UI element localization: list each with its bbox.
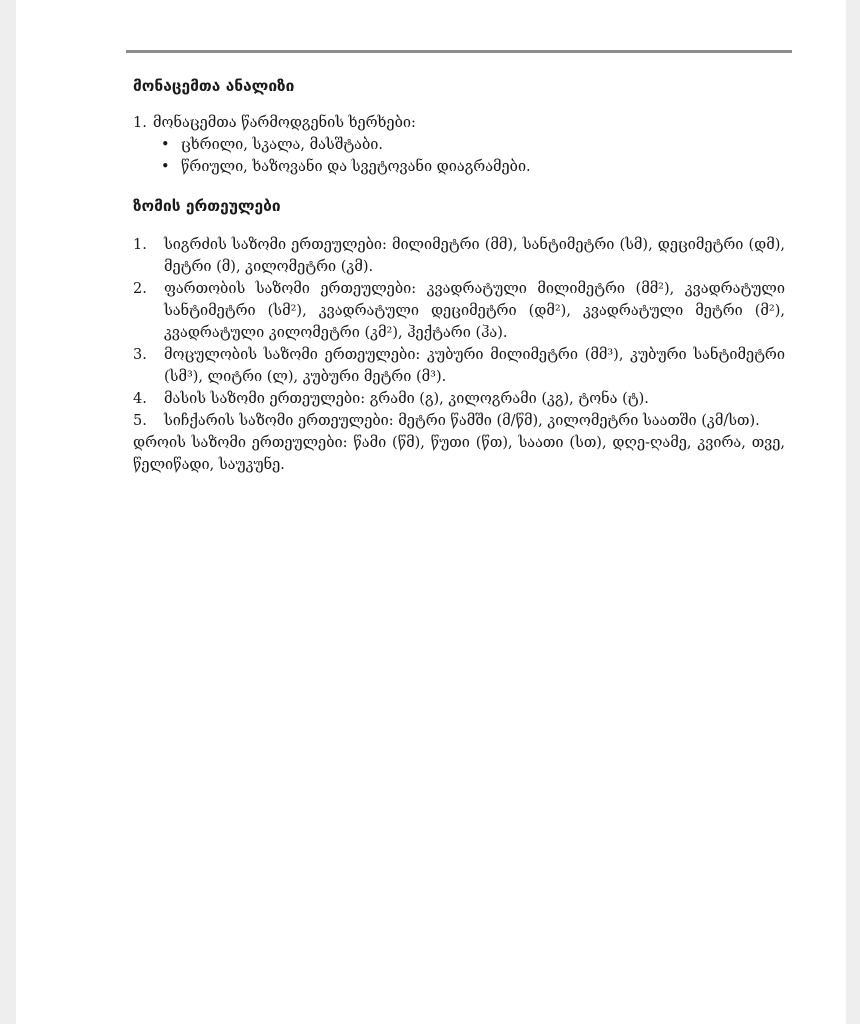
bullet-text: ცხრილი, სკალა, მასშტაბი. [181, 137, 384, 153]
list-item [133, 344, 785, 388]
time-units-paragraph: დროის საზომი ერთეულები: წამი (წმ), წუთი (წთ), საათი (სთ), დღე-ღამე, კვირა, თვე, წელიწადი, საუკუნე. [133, 435, 785, 473]
bullet-text: წრიული, ხაზოვანი და სვეტოვანი დიაგრამები. [181, 159, 531, 175]
list-item-text: ფართობის საზომი ერთეულები: კვადრატული მილიმეტრი (მმ²), კვადრატული სანტიმეტრი (სმ²), კვადრატული დეციმეტრი (დმ²), კვადრატული მეტრი (მ²), კვადრატული კილომეტრი (კმ²), ჰექტარი (ჰა). [164, 281, 785, 341]
bullet-list [133, 134, 785, 178]
list-item [133, 234, 785, 278]
document-page [16, 0, 846, 1024]
list-item [133, 388, 785, 410]
list-item [133, 410, 785, 432]
page-content [133, 74, 785, 476]
list-item-number: 1. [133, 115, 147, 131]
bullet-item [161, 156, 785, 178]
list-item-text: სიჩქარის საზომი ერთეულები: მეტრი წამში (მ/წმ), კილომეტრი საათში (კმ/სთ). [164, 413, 760, 429]
right-margin [846, 0, 860, 1024]
list-item-text: მასის საზომი ერთეულები: გრამი (გ), კილოგრამი (კგ), ტონა (ტ). [164, 391, 649, 407]
list-item-representation [133, 112, 785, 134]
section-heading-units: ზომის ერთეულები [133, 197, 281, 215]
header-rule [126, 50, 792, 53]
units-list [133, 234, 785, 432]
list-item-number: 4. [133, 391, 147, 407]
list-item-number: 1. [133, 237, 147, 253]
list-item-text: მოცულობის საზომი ერთეულები: კუბური მილიმეტრი (მმ³), კუბური სანტიმეტრი (სმ³), ლიტრი (ლ), კუბური მეტრი (მ³). [164, 347, 785, 385]
list-item-number: 3. [133, 347, 147, 363]
section-heading-data-analysis: მონაცემთა ანალიზი [133, 77, 295, 95]
bullet-icon: • [161, 159, 170, 175]
bullet-item [161, 134, 785, 156]
list-item-number: 5. [133, 413, 147, 429]
bullet-icon: • [161, 137, 170, 153]
list-item-text: სიგრძის საზომი ერთეულები: მილიმეტრი (მმ), სანტიმეტრი (სმ), დეციმეტრი (დმ), მეტრი (მ), კილომეტრი (კმ). [164, 237, 785, 275]
list-item-text: მონაცემთა წარმოდგენის ხერხები: [153, 115, 416, 131]
list-item [133, 278, 785, 344]
list-item-number: 2. [133, 281, 147, 297]
left-margin [0, 0, 16, 1024]
